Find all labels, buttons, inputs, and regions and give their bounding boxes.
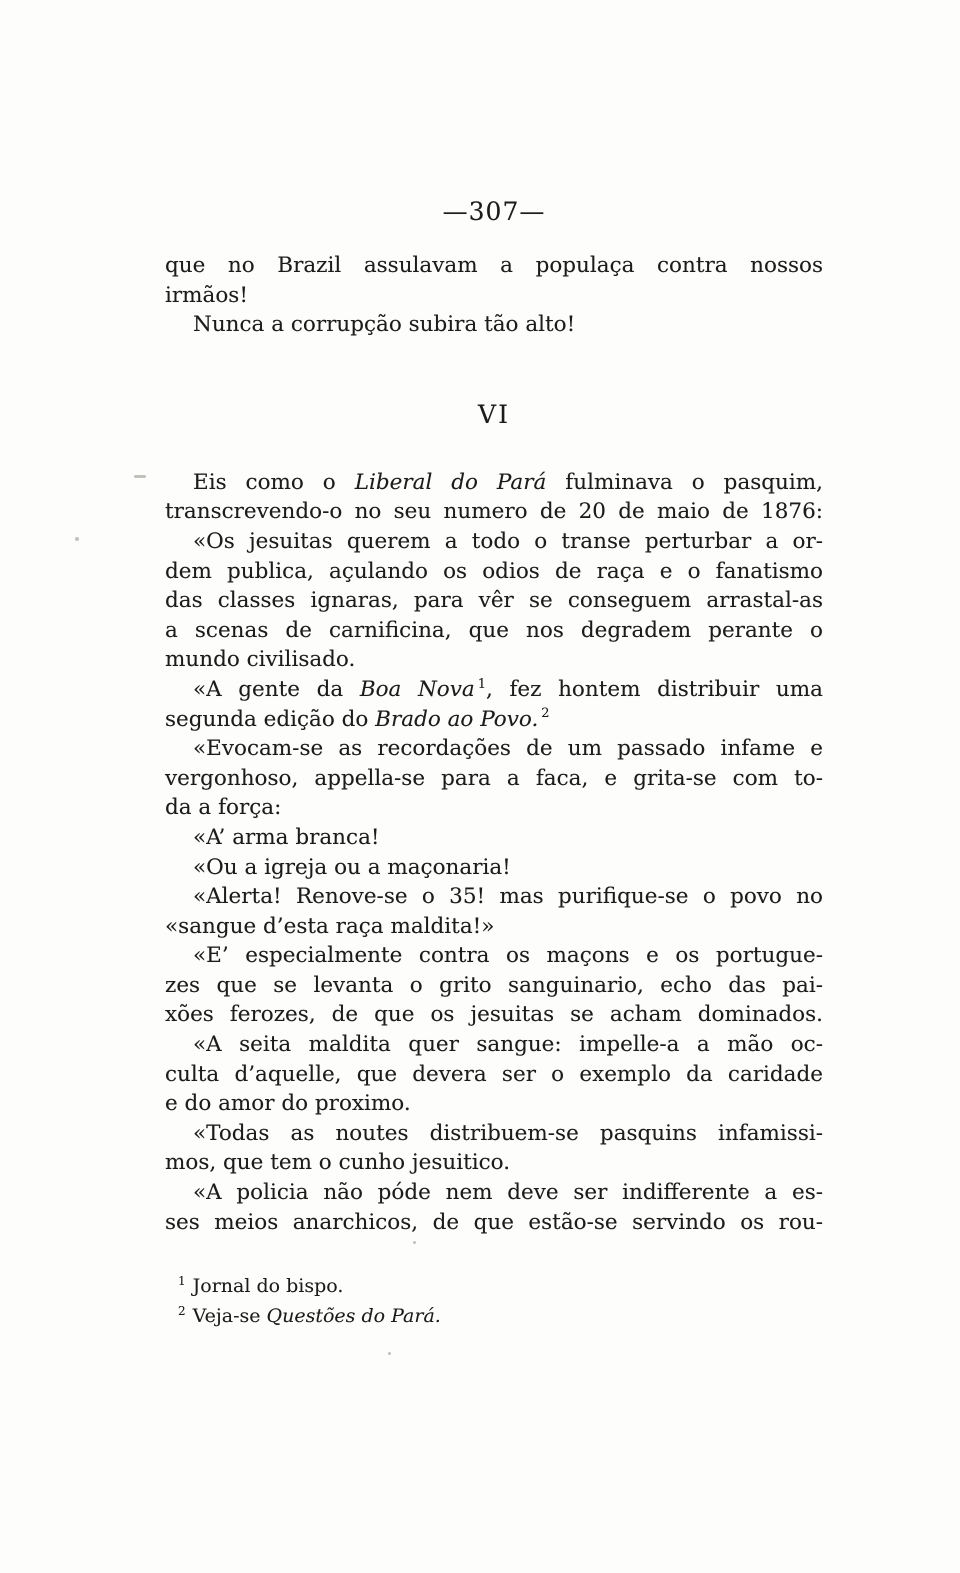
text-line: Nunca a corrupção subira tão alto! (193, 312, 576, 338)
scan-speck (388, 1352, 391, 1355)
text-line: «Evocam-se as recordações de um passado infame e (193, 736, 823, 762)
text-line: «Alerta! Renove-se o 35! mas purifique-se o povo no (193, 884, 823, 910)
italic-journal-title: Boa Nova (359, 676, 475, 702)
text-segment: Eis como o (193, 469, 355, 495)
text-line: mundo civilisado. (165, 647, 356, 673)
text-line: «A’ arma branca! (193, 824, 380, 850)
text-line: xões ferozes, de que os jesuitas se acham dominados. (165, 1002, 823, 1028)
scan-speck (75, 537, 79, 541)
footnote-ref-2: 2 (541, 706, 550, 722)
text-line: ses meios anarchicos, de que estão-se servindo os rou- (165, 1209, 823, 1235)
italic-journal-title: Liberal do Pará (354, 469, 547, 495)
text-line: «Os jesuitas querem a todo o transe perturbar a or- (193, 528, 823, 554)
text-segment: , fez hontem distribuir uma (486, 676, 823, 702)
text-line: «A policia não póde nem deve ser indifferente a es- (193, 1180, 823, 1206)
text-line: a scenas de carnificina, que nos degradem perante o (165, 617, 823, 643)
text-line: «E’ especialmente contra os maçons e os portugue- (193, 943, 823, 969)
text-block (165, 251, 823, 1237)
page-number: —307— (442, 197, 546, 226)
text-line: «Ou a igreja ou a maçonaria! (193, 854, 511, 880)
text-line (165, 468, 823, 498)
text-line: culta d’aquelle, que devera ser o exemplo da caridade (165, 1061, 823, 1087)
footnote-text: Jornal do bispo. (192, 1275, 344, 1297)
text-line: irmãos! (165, 282, 248, 308)
text-line (165, 705, 823, 735)
text-line: transcrevendo-o no seu numero de 20 de maio de 1876: (165, 499, 823, 525)
text-line: vergonhoso, appella-se para a faca, e grita-se com to- (165, 765, 823, 791)
text-line: «A seita maldita quer sangue: impelle-a a mão oc- (193, 1032, 823, 1058)
text-line: das classes ignaras, para vêr se conseguem arrastal-as (165, 588, 823, 614)
scan-speck (413, 1241, 416, 1244)
footnote-marker-2: 2 (178, 1303, 186, 1318)
text-line: dem publica, açulando os odios de raça e o fanatismo (165, 558, 823, 584)
text-segment: segunda edição do (165, 706, 376, 732)
italic-work-title: Brado ao Povo. (375, 706, 539, 732)
text-line: «Todas as noutes distribuem-se pasquins infamissi- (193, 1120, 823, 1146)
text-line: mos, que tem o cunho jesuitico. (165, 1150, 511, 1176)
text-line (165, 675, 823, 705)
text-line: «sangue d’esta raça maldita!» (165, 913, 495, 939)
text-line: zes que se levanta o grito sanguinario, echo das pai- (165, 972, 823, 998)
text-line: e do amor do proximo. (165, 1091, 411, 1117)
text-segment: fulminava o pasquim, (546, 469, 823, 495)
italic-work-title: Questões do Pará. (266, 1305, 441, 1327)
footnote-ref-1: 1 (477, 676, 486, 692)
text-segment: «A gente da (193, 676, 360, 702)
section-heading: VI (478, 399, 510, 429)
footnote-1 (165, 1271, 823, 1301)
footnote-marker-1: 1 (178, 1273, 186, 1288)
footnote-2 (165, 1301, 823, 1331)
footnotes (165, 1271, 823, 1331)
footnote-text: Veja-se (192, 1305, 267, 1327)
text-line: que no Brazil assulavam a populaça contra nossos (165, 253, 823, 278)
scan-speck (134, 475, 146, 478)
text-line: da a força: (165, 795, 282, 821)
